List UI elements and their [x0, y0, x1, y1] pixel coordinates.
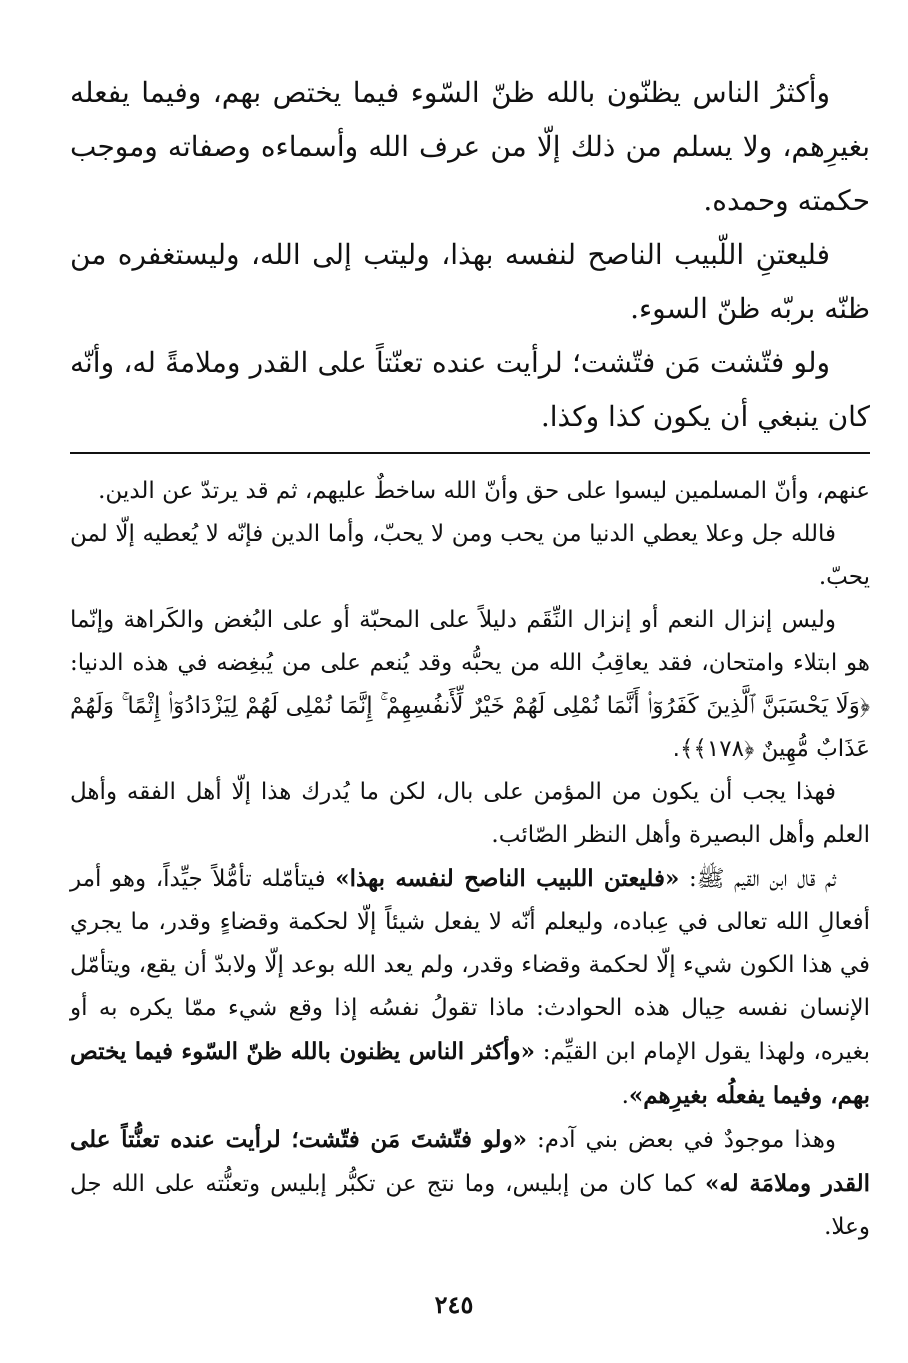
- commentary-paragraph-2: فالله جل وعلا يعطي الدنيا من يحب ومن لا يحبّ، وأما الدين فإنّه لا يُعطيه إلّا لمن يحبّ.: [70, 521, 870, 590]
- main-paragraph-1: وأكثرُ الناس يظنّون بالله ظنّ السّوء فيما يختص بهم، وفيما يفعله بغيرِهم، ولا يسلم من ذلك إلّا من عرف الله وأسماءه وصفاته وموجب حكمته وحمده.: [70, 76, 870, 217]
- commentary-paragraph-3: [70, 599, 870, 771]
- main-paragraph-3: ولو فتّشت مَن فتّشت؛ لرأيت عنده تعنّتاً على القدر وملامةً له، وأنّه كان ينبغي أن يكون كذا وكذا.: [70, 346, 870, 433]
- commentary-paragraph-5-end: .: [621, 1083, 629, 1109]
- quran-verse: ﴿وَلَا يَحْسَبَنَّ ٱلَّذِينَ كَفَرُوٓا۟ أَنَّمَا نُمْلِى لَهُمْ خَيْرٌ لِّأَنفُسِهِمْ ۚ إِنَّمَا نُمْلِى لَهُمْ لِيَزْدَادُوٓا۟ إِثْمًا ۚ وَلَهُمْ عَذَابٌ مُّهِينٌ ﴿١٧٨﴾﴾.: [70, 693, 870, 762]
- commentary-text: [70, 470, 870, 1249]
- commentary-paragraph-5: [70, 857, 870, 1118]
- page-body: [70, 66, 870, 1249]
- footnote-divider: [70, 452, 870, 454]
- commentary-paragraph-1: عنهم، وأنّ المسلمين ليسوا على حق وأنّ الله ساخطٌ عليهم، ثم قد يرتدّ عن الدين.: [98, 478, 870, 504]
- commentary-paragraph-6-intro: وهذا موجودٌ في بعض بني آدم:: [526, 1127, 836, 1153]
- commentary-paragraph-4: فهذا يجب أن يكون من المؤمن على بال، لكن ما يُدرك هذا إلّا أهل الفقه وأهل العلم وأهل البصيرة وأهل النظر الصّائب.: [70, 779, 870, 848]
- page-number: ٢٤٥: [434, 1290, 474, 1319]
- quote-bold-1: «فليعتن اللبيب الناصح لنفسه بهذا»: [335, 865, 680, 892]
- commentary-paragraph-3-text: وليس إنزال النعم أو إنزال النِّقَم دليلاً على المحبّة أو على البُغض والكَراهة وإنّما هو ابتلاء وامتحان، فقد يعاقِبُ الله من يحبُّه وقد يُنعم على من يُبغِضه في هذه الدنيا:: [70, 607, 870, 676]
- quote-bold-2: «وأكثر الناس يظنون بالله ظنّ السّوء فيما يختص بهم، وفيما يفعلُه بغيرِهم»: [70, 1038, 870, 1109]
- main-paragraph-2: فليعتنِ اللّبيب الناصح لنفسه بهذا، وليتب إلى الله، وليستغفره من ظنّه بربّه ظنّ السوء.: [70, 238, 870, 325]
- commentary-paragraph-6: [70, 1118, 870, 1249]
- quote-bold-3: «ولو فتّشتَ مَن فتّشت؛ لرأيت عنده تعنُّتاً على القدر وملامَة له»: [70, 1126, 870, 1197]
- commentary-paragraph-5-intro: ثم قال ابن القيم ﷺ:: [679, 866, 836, 892]
- commentary-paragraph-5-body: فيتأمّله تأمُّلاً جيِّداً، وهو أمر أفعالِ الله تعالى في عِباده، وليعلم أنّه لا يفعل شيئاً إلّا لحكمة وقضاءٍ وقدر، ما يجري في هذا الكون شيء إلّا لحكمة وقضاء وقدر، ولم يعد الله بوعد إلّا ولابدّ أن يقع، ويتأمّل الإنسان نفسه حِيال هذه الحوادث: ماذا تقولُ نفسُه إذا وقع شيء ممّا يكره به أو بغيره، ولهذا يقول الإمام ابن القيِّم:: [70, 866, 870, 1065]
- main-text: [70, 66, 870, 444]
- commentary-paragraph-6-body: كما كان من إبليس، وما نتج عن تكبُّر إبليس وتعنُّته على الله جل وعلا.: [70, 1171, 870, 1240]
